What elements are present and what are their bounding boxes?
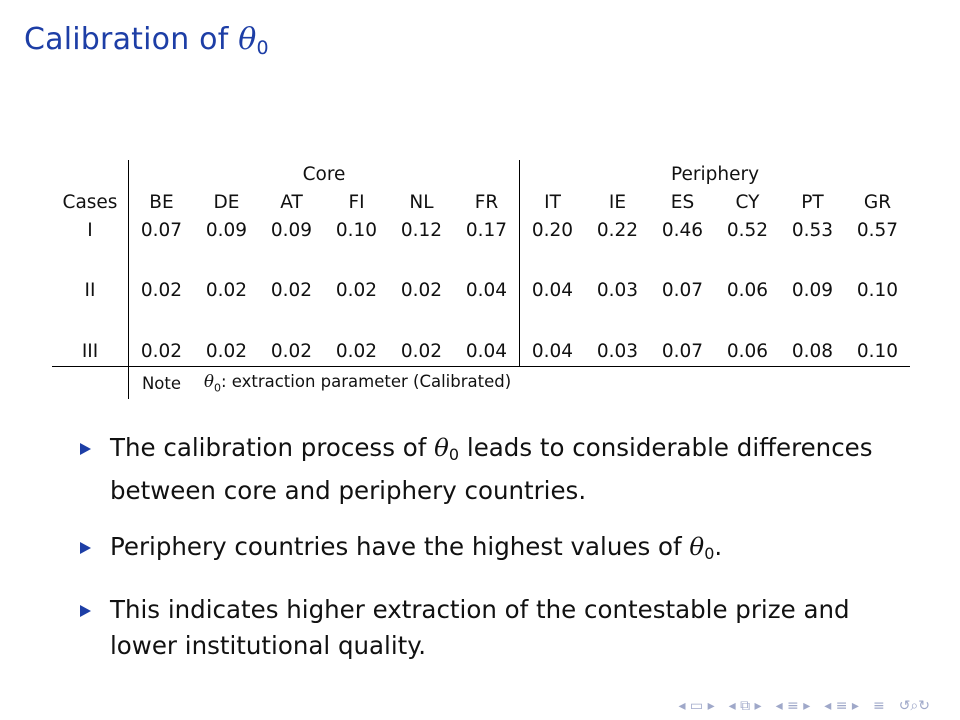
title-text: Calibration of bbox=[24, 22, 239, 57]
table-cell: 0.09 bbox=[270, 219, 313, 241]
note-text bbox=[194, 367, 910, 400]
table-cell: 0.02 bbox=[324, 305, 389, 367]
country-header: IE bbox=[608, 191, 627, 213]
case-label: II bbox=[52, 244, 129, 305]
next-icon[interactable]: ◂ ≡ ▸ bbox=[775, 698, 811, 714]
last-frame-icon[interactable]: ◂ ≡ ▸ bbox=[824, 698, 859, 714]
table-cell: 0.09 bbox=[205, 219, 248, 241]
table-cell: 0.02 bbox=[389, 305, 454, 367]
table-cell: 0.07 bbox=[661, 280, 704, 301]
country-header: GR bbox=[863, 191, 892, 213]
calibration-table bbox=[52, 160, 910, 399]
bullet-theta: θ bbox=[434, 433, 449, 462]
cases-header: Cases bbox=[52, 188, 129, 216]
case-label: I bbox=[52, 216, 129, 244]
country-header: BE bbox=[149, 191, 174, 213]
table-row bbox=[52, 244, 910, 305]
table-cell: 0.53 bbox=[791, 219, 834, 241]
table-cell: 0.03 bbox=[596, 280, 639, 301]
group-label-periphery: Periphery bbox=[670, 163, 760, 185]
country-header: PT bbox=[801, 191, 824, 213]
table-cell: 0.02 bbox=[259, 305, 324, 367]
table-cell: 0.08 bbox=[780, 305, 845, 367]
note-theta: θ bbox=[204, 371, 214, 391]
table-row bbox=[52, 216, 910, 244]
triangle-bullet-icon bbox=[80, 605, 91, 617]
bullet-item: This indicates higher extraction of the contestable prize and lower institutional quality. bbox=[80, 592, 920, 664]
bullet-item: Periphery countries have the highest values of $\theta_0$. bbox=[80, 529, 920, 572]
case-label: III bbox=[52, 305, 129, 367]
search-icon[interactable]: ↺⌕↻ bbox=[898, 698, 930, 714]
bullet-subscript: 0 bbox=[704, 544, 715, 563]
table-cell: 0.02 bbox=[270, 280, 313, 301]
table-cell: 0.07 bbox=[140, 219, 183, 241]
table-cell: 0.09 bbox=[791, 280, 834, 301]
note-description: : extraction parameter (Calibrated) bbox=[220, 371, 512, 391]
note-label: Note bbox=[141, 373, 182, 393]
table-cell: 0.22 bbox=[596, 219, 639, 241]
table-cell: 0.57 bbox=[856, 219, 899, 241]
table-cell: 0.10 bbox=[856, 280, 899, 301]
country-header: ES bbox=[670, 191, 695, 213]
table-cell: 0.52 bbox=[726, 219, 769, 241]
table-note-row bbox=[52, 367, 910, 400]
title-subscript: 0 bbox=[256, 37, 269, 59]
previous-icon[interactable]: ◂ ⧉ ▸ bbox=[728, 698, 762, 714]
bullet-subscript: 0 bbox=[448, 445, 460, 464]
menu-icon[interactable]: ≡ bbox=[872, 698, 885, 714]
country-header: FI bbox=[348, 191, 365, 213]
bullet-theta: θ bbox=[689, 532, 705, 561]
country-header: AT bbox=[280, 191, 303, 213]
table-cell: 0.12 bbox=[400, 219, 443, 241]
table-cell: 0.06 bbox=[715, 305, 780, 367]
table-cell: 0.04 bbox=[454, 305, 520, 367]
table-cell: 0.46 bbox=[661, 219, 704, 241]
table-cell: 0.02 bbox=[400, 280, 443, 301]
first-frame-icon[interactable]: ◂ ▭ ▸ bbox=[678, 698, 715, 714]
table-cell: 0.07 bbox=[650, 305, 715, 367]
table-cell: 0.10 bbox=[845, 305, 910, 367]
bullet-list bbox=[80, 430, 920, 684]
triangle-bullet-icon bbox=[80, 542, 91, 554]
note-subscript: 0 bbox=[213, 381, 221, 395]
country-header: CY bbox=[735, 191, 760, 213]
beamer-navigation bbox=[678, 698, 930, 714]
table-cell: 0.02 bbox=[129, 305, 195, 367]
table-cell: 0.10 bbox=[335, 219, 378, 241]
country-header: NL bbox=[409, 191, 434, 213]
table-cell: 0.02 bbox=[194, 305, 259, 367]
table-cell: 0.06 bbox=[726, 280, 769, 301]
title-theta: θ bbox=[238, 22, 257, 57]
table-row bbox=[52, 305, 910, 367]
table-cell: 0.04 bbox=[454, 244, 520, 305]
group-label-core: Core bbox=[129, 160, 520, 188]
table-cell: 0.02 bbox=[140, 280, 183, 301]
triangle-bullet-icon bbox=[80, 443, 91, 455]
country-header: DE bbox=[213, 191, 240, 213]
country-header: FR bbox=[454, 188, 520, 216]
table-cell: 0.03 bbox=[585, 305, 650, 367]
table-cell: 0.02 bbox=[205, 280, 248, 301]
table-cell: 0.02 bbox=[335, 280, 378, 301]
table-cell: 0.04 bbox=[520, 305, 586, 367]
slide-title bbox=[24, 22, 269, 59]
table-cell: 0.04 bbox=[531, 280, 574, 301]
table-cell: 0.17 bbox=[454, 216, 520, 244]
table-cell: 0.20 bbox=[531, 219, 574, 241]
bullet-item: The calibration process of $\theta_0$ leads to considerable differences between core and periphery countries. bbox=[80, 430, 920, 509]
country-header: IT bbox=[544, 191, 561, 213]
